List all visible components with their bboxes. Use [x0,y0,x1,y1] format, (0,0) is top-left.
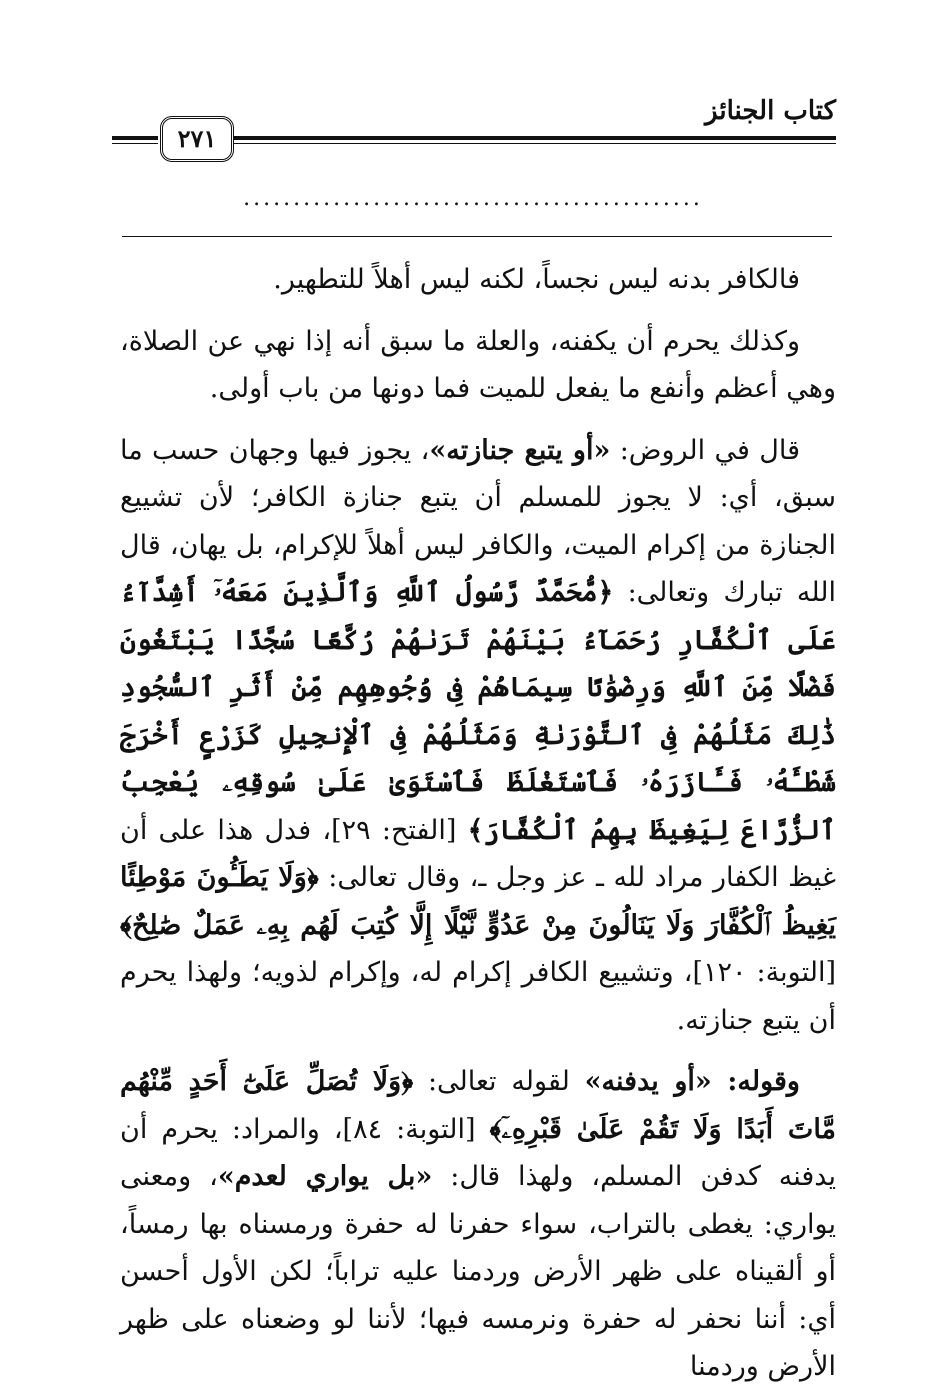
p4-mid: لقوله تعالى: [413,1066,585,1097]
paragraph-1: فالكافر بدنه ليس نجساً، لكنه ليس أهلاً للتطهير. [273,264,800,295]
p3-ref2: [التوبة: ١٢٠]، وتشييع الكافر إكرام له، وإكرام لذويه؛ ولهذا يحرم أن يتبع جنازته. [120,957,836,1036]
header-rule-right [232,136,836,144]
paragraph-4 [120,1058,836,1391]
separator-line [122,236,832,237]
body-text [120,256,837,1382]
quran-verse-fath: ﴿مُّحَمَّدٌ رَّسُولُ ٱللَّهِ وَٱلَّذِينَ مَعَهُۥٓ أَشِدَّآءُ عَلَى ٱلْكُفَّارِ رُحَمَآءُ بَيْنَهُمْ تَرَىٰهُمْ رُكَّعًا سُجَّدًا يَبْتَغُونَ فَضْلًا مِّنَ ٱللَّهِ وَرِضْوَٰنًا سِيمَاهُمْ فِى وُجُوهِهِم مِّنْ أَثَرِ ٱلسُّجُودِ ذَٰلِكَ مَثَلُهُمْ فِى ٱلتَّوْرَىٰةِ وَمَثَلُهُمْ فِى ٱلْإِنجِيلِ كَزَرْعٍ أَخْرَجَ شَطْـَٔهُۥ فَـَٔازَرَهُۥ فَٱسْتَغْلَظَ فَٱسْتَوَىٰ عَلَىٰ سُوقِهِۦ يُعْجِبُ ٱلزُّرَّاعَ لِيَغِيظَ بِهِمُ ٱلْكُفَّارَ﴾ [120,577,836,846]
p3-ref1: [الفتح: ٢٩]، فدل هذا على أن غيظ الكفار مراد لله ـ عز وجل ـ، وقال تعالى: [120,814,836,893]
paragraph-3 [120,427,836,1045]
page-header [112,96,836,166]
quran-verse-tawba-84: ﴿وَلَا تُصَلِّ عَلَىٰٓ أَحَدٍ مِّنْهُم مَّاتَ أَبَدًا وَلَا تَقُمْ عَلَىٰ قَبْرِهِۦٓ﴾ [120,1066,837,1145]
p3-intro: قال في الروض: [610,434,800,466]
dotted-separator: .............................................. [243,186,703,211]
p4-lead: وقوله: [711,1066,800,1097]
p4-end: ، ومعنى يواري: يغطى بالتراب، سواء حفرنا له حفرة ورمسناه بها رمساً، أو ألقيناه على ظهر الأرض وردمنا عليه تراباً؛ لكن الأول أحسن أي: أننا نحفر له حفرة ونرمسه فيها؛ لأننا لو وضعناه على ظهر الأرض وردمنا [120,1161,836,1382]
book-title: كتاب الجنائز [705,96,836,126]
p4-quote2: «بل يواري لعدم» [217,1161,433,1192]
page-number: ٢٧١ [160,116,234,162]
p3-after-quote: ، يجوز فيها وجهان حسب ما سبق، أي: لا يجوز للمسلم أن يتبع جنازة الكافر؛ لأن تشييع الجنازة من إكرام الميت، والكافر ليس أهلاً للإكرام، بل يهان، قال الله تبارك وتعالى: [120,434,836,608]
p3-quote: «أو يتبع جنازته» [429,434,611,466]
header-rule-left [112,136,158,144]
p4-after-verse: [التوبة: ٨٤]، والمراد: يحرم أن يدفنه كدفن المسلم، ولهذا قال: [120,1113,836,1192]
paragraph-2: وكذلك يحرم أن يكفنه، والعلة ما سبق أنه إذا نهي عن الصلاة، وهي أعظم وأنفع ما يفعل للميت فما دونها من باب أولى. [120,325,836,404]
p4-quote: «أو يدفنه» [584,1066,712,1097]
quran-verse-tawba-120: ﴿وَلَا يَطَـُٔونَ مَوْطِئًا يَغِيظُ ٱلْكُفَّارَ وَلَا يَنَالُونَ مِنْ عَدُوٍّ نَّيْلًا إِلَّا كُتِبَ لَهُم بِهِۦ عَمَلٌ صَٰلِحٌ﴾ [120,862,836,941]
